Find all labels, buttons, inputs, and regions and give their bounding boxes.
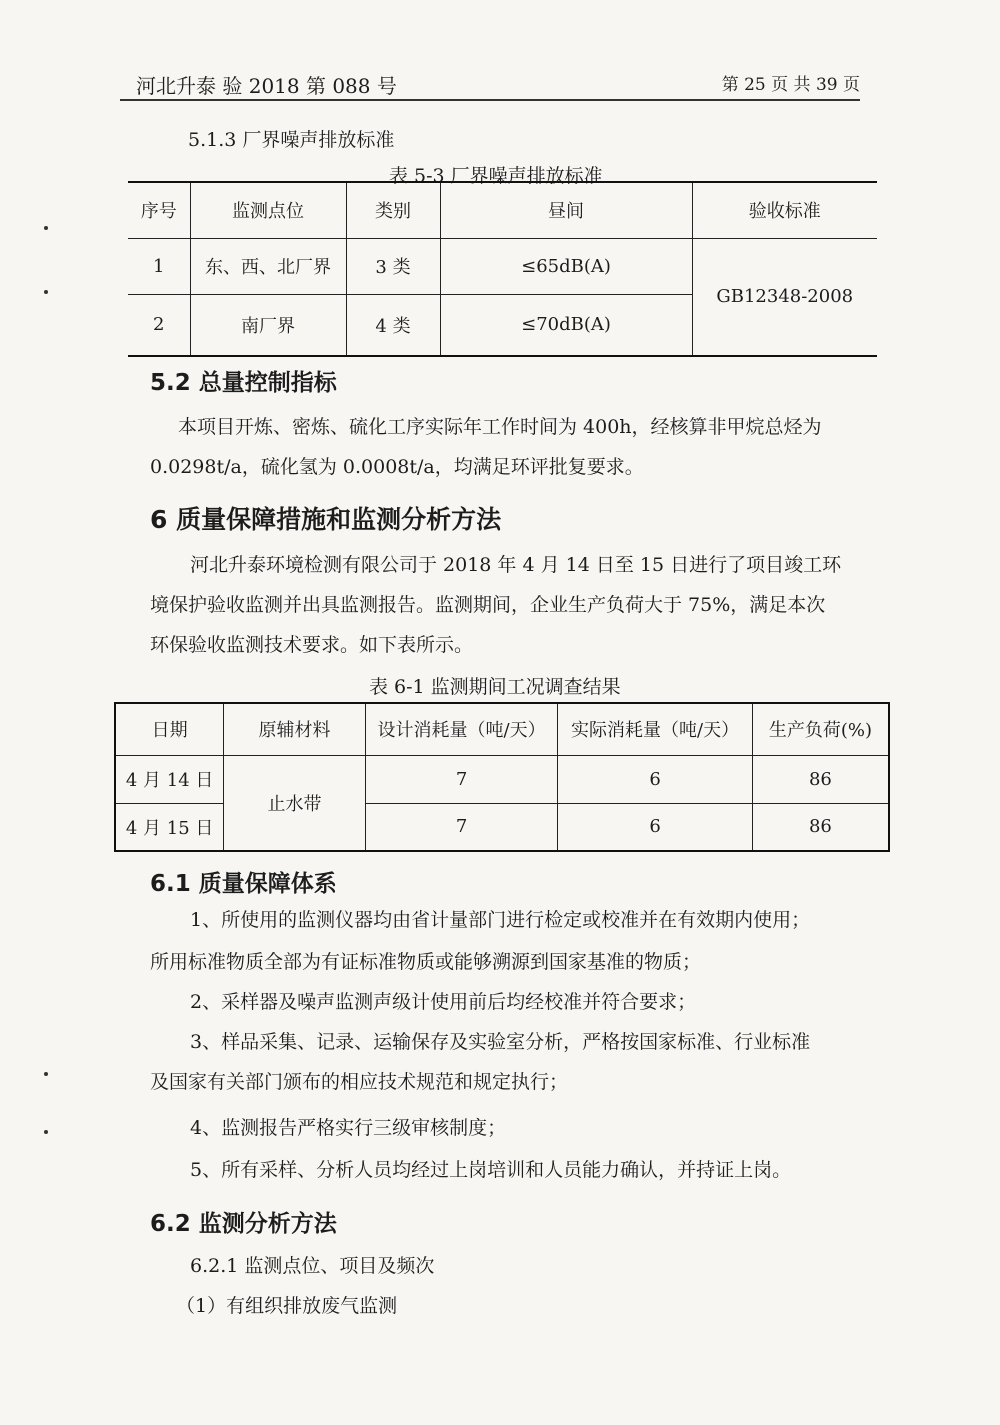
page-number: 第 25 页 共 39 页 (721, 75, 860, 95)
section-5-2-para-line-1: 本项目开炼、密炼、硫化工序实际年工作时间为 400h，经核算非甲烷总烃为 (178, 416, 822, 438)
section-6-2-title: 6.2 监测分析方法 (150, 1211, 337, 1237)
header-cell-point: 监测点位 (190, 182, 346, 238)
item-2: 2、采样器及噪声监测声级计使用前后均经校准并符合要求； (190, 991, 697, 1013)
scan-speck (44, 1072, 48, 1076)
cell-class: 4 类 (346, 294, 440, 356)
item-5: 5、所有采样、分析人员均经过上岗培训和人员能力确认，并持证上岗。 (190, 1159, 792, 1181)
item-3-line-2: 及国家有关部门颁布的相应技术规范和规定执行； (150, 1071, 569, 1093)
scan-speck (44, 290, 48, 294)
header-cell-daytime: 昼间 (440, 182, 692, 238)
header-cell-material: 原辅材料 (224, 703, 366, 755)
cell-no: 1 (128, 238, 190, 294)
header-cell-actual: 实际消耗量（吨/天） (558, 703, 753, 755)
header-divider (120, 99, 860, 101)
cell-no: 2 (128, 294, 190, 356)
section-5-2-para-line-2: 0.0298t/a，硫化氢为 0.0008t/a，均满足环评批复要求。 (150, 456, 644, 478)
page-header (120, 62, 860, 100)
table-6-1-caption: 表 6-1 监测期间工况调查结果 (369, 676, 621, 698)
section-6-2-1-title: 6.2.1 监测点位、项目及频次 (190, 1255, 435, 1277)
cell-date: 4 月 15 日 (115, 803, 224, 851)
cell-daytime: ≤70dB(A) (440, 294, 692, 356)
section-6-para-line-3: 环保验收监测技术要求。如下表所示。 (150, 634, 474, 656)
report-number: 河北升泰 验 2018 第 088 号 (136, 74, 397, 98)
section-6-1-title: 6.1 质量保障体系 (150, 871, 337, 897)
header-cell-design: 设计消耗量（吨/天） (365, 703, 558, 755)
header-cell-standard: 验收标准 (692, 182, 877, 238)
item-1-line-2: 所用标准物质全部为有证标准物质或能够溯源到国家基准的物质； (150, 951, 702, 973)
header-cell-date: 日期 (115, 703, 224, 755)
section-6-title: 6 质量保障措施和监测分析方法 (150, 505, 502, 534)
table-row (115, 755, 889, 803)
item-4: 4、监测报告严格实行三级审核制度； (190, 1117, 507, 1139)
section-5-2-title: 5.2 总量控制指标 (150, 370, 337, 396)
cell-class: 3 类 (346, 238, 440, 294)
item-3-line-1: 3、样品采集、记录、运输保存及实验室分析，严格按国家标准、行业标准 (190, 1031, 811, 1053)
cell-design: 7 (365, 755, 558, 803)
table-header-row (128, 182, 877, 238)
cell-actual: 6 (558, 755, 753, 803)
cell-load: 86 (752, 755, 889, 803)
scan-speck (44, 226, 48, 230)
cell-standard: GB12348-2008 (692, 238, 877, 356)
cell-point: 南厂界 (190, 294, 346, 356)
cell-actual: 6 (558, 803, 753, 851)
scan-speck (44, 1130, 48, 1134)
noise-standard-table (128, 181, 877, 357)
cell-date: 4 月 14 日 (115, 755, 224, 803)
cell-point: 东、西、北厂界 (190, 238, 346, 294)
table-5-3-caption: 表 5-3 厂界噪声排放标准 (389, 165, 603, 187)
cell-material: 止水带 (224, 755, 366, 851)
cell-daytime: ≤65dB(A) (440, 238, 692, 294)
header-cell-class: 类别 (346, 182, 440, 238)
section-6-para-line-1: 河北升泰环境检测有限公司于 2018 年 4 月 14 日至 15 日进行了项目竣工环 (190, 554, 842, 576)
table-row (128, 238, 877, 294)
section-5-1-3-title: 5.1.3 厂界噪声排放标准 (188, 129, 395, 151)
sub-item-1: （1）有组织排放废气监测 (176, 1295, 398, 1317)
section-6-para-line-2: 境保护验收监测并出具监测报告。监测期间，企业生产负荷大于 75%，满足本次 (150, 594, 826, 616)
item-1-line-1: 1、所使用的监测仪器均由省计量部门进行检定或校准并在有效期内使用； (190, 909, 811, 931)
working-condition-table (114, 702, 890, 852)
header-cell-no: 序号 (128, 182, 190, 238)
cell-load: 86 (752, 803, 889, 851)
header-cell-load: 生产负荷(%) (752, 703, 889, 755)
table-header-row (115, 703, 889, 755)
cell-design: 7 (365, 803, 558, 851)
